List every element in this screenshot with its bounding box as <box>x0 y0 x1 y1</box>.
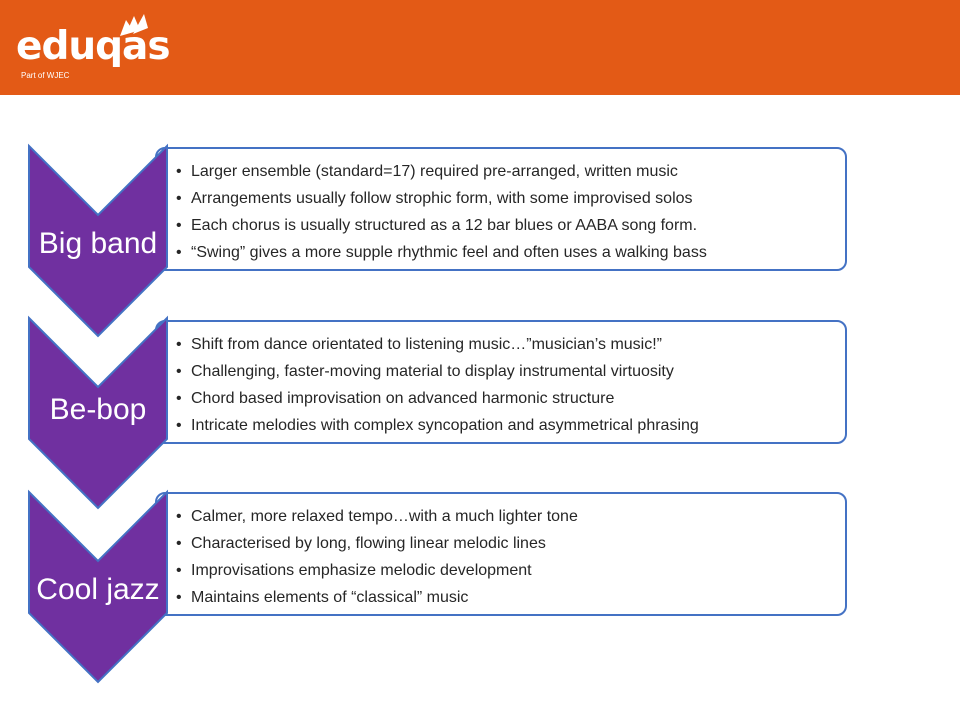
bullet-text: Characterised by long, flowing linear melodic lines <box>191 535 546 552</box>
bullet-icon: • <box>176 244 182 261</box>
bullet-icon: • <box>176 508 182 525</box>
bullet-icon: • <box>176 190 182 207</box>
bullet-text: Maintains elements of “classical” music <box>191 589 469 606</box>
bullet-item <box>176 212 835 239</box>
bullet-item <box>176 239 835 266</box>
stage-box-big-band <box>155 147 847 271</box>
bullet-item <box>176 331 835 358</box>
bullet-icon: • <box>176 589 182 606</box>
stage-box-be-bop <box>155 320 847 444</box>
bullet-text: “Swing” gives a more supple rhythmic feel and often uses a walking bass <box>191 244 707 261</box>
bullet-text: Larger ensemble (standard=17) required pre-arranged, written music <box>191 163 678 180</box>
bullet-item <box>176 412 835 439</box>
bullet-text: Chord based improvisation on advanced harmonic structure <box>191 390 615 407</box>
bullet-text: Intricate melodies with complex syncopation and asymmetrical phrasing <box>191 417 699 434</box>
bullet-icon: • <box>176 417 182 434</box>
stage-box-cool-jazz <box>155 492 847 616</box>
bullet-icon: • <box>176 363 182 380</box>
bullet-text: Arrangements usually follow strophic form, with some improvised solos <box>191 190 693 207</box>
bullet-text: Calmer, more relaxed tempo…with a much lighter tone <box>191 508 578 525</box>
bullet-icon: • <box>176 390 182 407</box>
bullet-item <box>176 358 835 385</box>
logo-tagline: Part of WJEC <box>21 71 70 80</box>
bullet-item <box>176 503 835 530</box>
bullet-text: Improvisations emphasize melodic development <box>191 562 532 579</box>
bullet-item <box>176 584 835 611</box>
bullet-list <box>176 158 835 266</box>
bullet-item <box>176 185 835 212</box>
bullet-list <box>176 503 835 611</box>
bullet-text: Challenging, faster-moving material to display instrumental virtuosity <box>191 363 674 380</box>
bullet-icon: • <box>176 562 182 579</box>
bullet-item <box>176 557 835 584</box>
bullet-item <box>176 530 835 557</box>
logo-wordmark: eduqas <box>16 24 170 69</box>
stage-label-big-band: Big band <box>38 227 158 260</box>
bullet-icon: • <box>176 163 182 180</box>
bullet-text: Shift from dance orientated to listening music…”musician’s music!” <box>191 336 662 353</box>
stage-label-cool-jazz: Cool jazz <box>36 573 160 606</box>
bullet-item <box>176 385 835 412</box>
bullet-icon: • <box>176 535 182 552</box>
bullet-icon: • <box>176 217 182 234</box>
bullet-list <box>176 331 835 439</box>
bullet-item <box>176 158 835 185</box>
bullet-text: Each chorus is usually structured as a 12 bar blues or AABA song form. <box>191 217 698 234</box>
bullet-icon: • <box>176 336 182 353</box>
stage-label-be-bop: Be-bop <box>49 393 147 426</box>
